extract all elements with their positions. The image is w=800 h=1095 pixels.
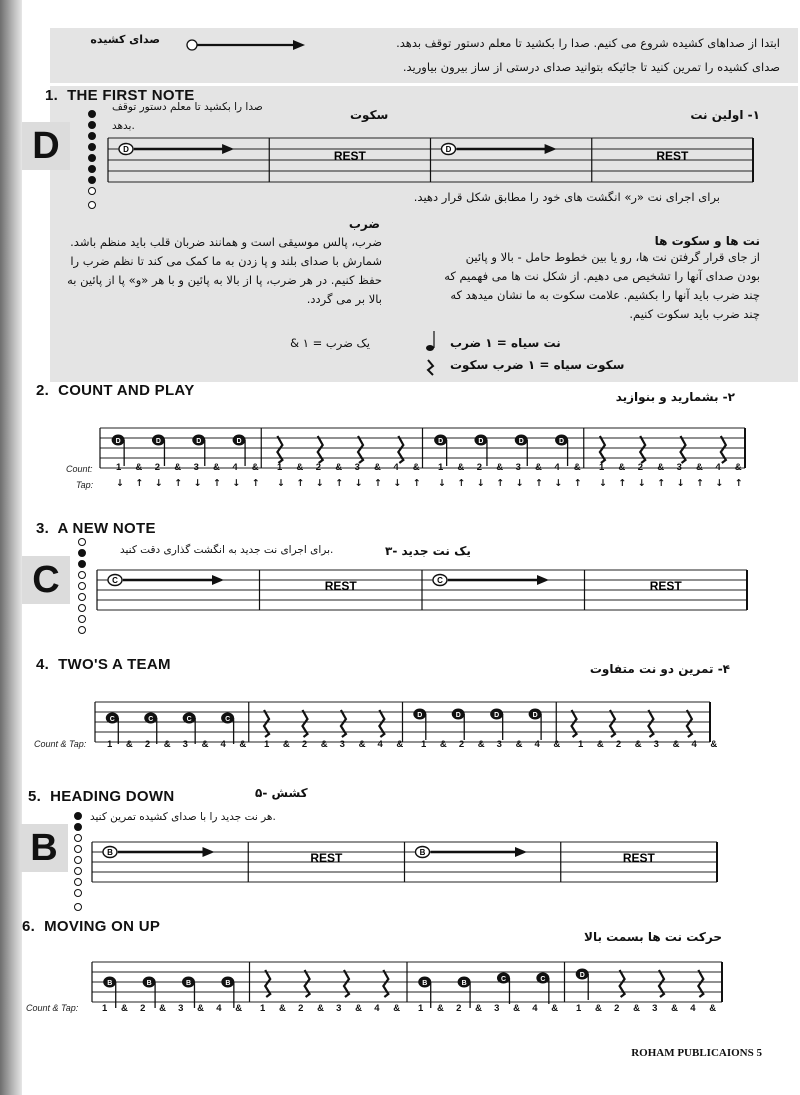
count-tap-label-4: Count & Tap: (34, 739, 87, 749)
quarter-note-d (576, 969, 589, 1001)
tap-down-arrow-icon: ↓ (515, 478, 524, 489)
quarter-rest (305, 970, 310, 997)
count-syllable: & (251, 462, 259, 473)
count-syllable: & (457, 462, 465, 473)
quarter-rest (687, 710, 692, 737)
svg-text:B: B (185, 980, 191, 987)
count-syllable: & (551, 1003, 559, 1014)
count-syllable: & (513, 1003, 521, 1014)
quarter-rest (358, 436, 363, 463)
quarter-note-d (452, 709, 465, 741)
section-1-caption: صدا را بکشید تا معلم دستور توقف بدهد. (112, 101, 263, 132)
long-note-c (433, 575, 549, 586)
long-note-b (416, 847, 528, 858)
count-row-6 (0, 1003, 800, 1019)
count-syllable: 1 (102, 1003, 108, 1014)
quarter-rest (640, 436, 645, 463)
count-syllable: & (197, 1003, 205, 1014)
count-syllable: & (135, 462, 143, 473)
count-syllable: 3 (494, 1003, 500, 1014)
svg-text:D: D (518, 438, 524, 445)
section-5-caption: هر نت جدید را با صدای کشیده تمرین کنید. (90, 811, 276, 823)
tap-down-arrow-icon: ↓ (354, 478, 363, 489)
count-syllable: & (437, 1003, 444, 1014)
count-syllable: & (596, 739, 604, 750)
notes-rests-text: از جای قرار گرفتن نت ها، رو یا بین خطوط حامل - بالا و پائین بودن صدای آنها را تشخیص می دهیم. از شکل نت ها می فهمیم که چند ضرب باید آنها را بکشیم. علامت سکوت به ما نشان میدهد که چند ضرب باید سکوت کنیم. (444, 250, 760, 321)
count-syllable: & (515, 739, 523, 750)
svg-text:C: C (225, 716, 231, 723)
count-syllable: & (296, 462, 304, 473)
svg-text:C: C (540, 976, 546, 983)
count-label: Count: (66, 464, 93, 474)
tap-up-arrow-icon: ↑ (135, 478, 144, 489)
count-syllable: & (475, 1003, 482, 1014)
count-syllable: 1 (421, 739, 427, 750)
quarter-note-d (529, 709, 542, 741)
quarter-rest (302, 710, 307, 737)
tap-down-arrow-icon: ↓ (393, 478, 402, 489)
svg-text:D: D (236, 438, 242, 445)
svg-text:D: D (155, 438, 161, 445)
staff6-svg (92, 954, 722, 1010)
quarter-rest (659, 970, 664, 997)
quarter-rest (318, 436, 323, 463)
svg-text:B: B (422, 980, 428, 987)
svg-text:C: C (148, 716, 154, 723)
count-syllable: 3 (354, 462, 360, 473)
beat-formula: یک ضرب = ۱ & (290, 336, 370, 350)
rest-label: REST (324, 579, 357, 593)
section-3-title: 3. A NEW NOTE (36, 520, 156, 537)
count-syllable: 4 (532, 1003, 538, 1014)
count-syllable: & (710, 739, 718, 750)
svg-text:D: D (494, 712, 500, 719)
tap-up-arrow-icon: ↑ (534, 478, 543, 489)
staff1-svg (108, 130, 753, 190)
count-row-4 (0, 739, 800, 755)
count-syllable: 2 (144, 739, 151, 750)
count-syllable: 2 (154, 462, 161, 473)
notes-rests-heading: نت ها و سکوت ها (654, 234, 760, 248)
count-syllable: & (320, 739, 328, 750)
quarter-rest (721, 436, 726, 463)
tap-down-arrow-icon: ↓ (438, 478, 446, 489)
tap-down-arrow-icon: ↓ (476, 478, 485, 489)
intro-line-2: صدای کشیده را تمرین کنید تا جائیکه بتوانید صدای درستی از ساز بیرون بیاورید. (402, 60, 780, 74)
tap-down-arrow-icon: ↓ (676, 478, 685, 489)
section-4-fa-title: ۴- تمرین دو نت متفاوت (589, 662, 730, 676)
count-syllable: & (618, 462, 626, 473)
svg-text:D: D (478, 438, 484, 445)
count-syllable: & (439, 739, 447, 750)
count-syllable: 1 (576, 1003, 582, 1014)
count-syllable: & (335, 462, 343, 473)
count-syllable: 4 (715, 462, 721, 473)
count-tap-label-6: Count & Tap: (26, 1003, 79, 1013)
tap-up-arrow-icon: ↑ (734, 478, 743, 489)
rest-label: REST (333, 149, 366, 163)
count-syllable: & (163, 739, 171, 750)
tap-up-arrow-icon: ↑ (251, 478, 260, 489)
section-1-title: 1. THE FIRST NOTE (45, 87, 195, 104)
tap-down-arrow-icon: ↓ (154, 478, 163, 489)
count-syllable: & (373, 462, 381, 473)
count-syllable: 3 (653, 739, 659, 750)
svg-text:B: B (107, 980, 113, 987)
quarter-rest (277, 436, 282, 463)
quarter-note-d (490, 709, 503, 741)
long-note-d (119, 144, 234, 155)
svg-text:D: D (115, 438, 121, 445)
fingering-chart-c (78, 538, 86, 637)
count-syllable: & (174, 462, 182, 473)
count-syllable: 4 (554, 462, 560, 473)
count-syllable: & (121, 1003, 128, 1014)
tap-up-arrow-icon: ↑ (573, 478, 582, 489)
count-syllable: 3 (496, 739, 502, 750)
long-note-c (108, 575, 224, 586)
count-tap-row-2 (0, 462, 800, 498)
tap-down-arrow-icon: ↓ (277, 478, 285, 489)
quarter-rest (681, 436, 686, 463)
count-syllable: 4 (534, 739, 540, 750)
beat-text: ضرب، پالس موسیقی است و همانند ضربان قلب باید منظم باشد. شمارش با صدای بلند و پا زدن به ما کمک می کند تا نظم ضرب را حفظ کنیم. در هر ضرب، پا از بالا به پائین و با هر «و» پا از پائین به بالا بر می گردد. (67, 235, 382, 306)
quarter-rest (341, 710, 346, 737)
count-syllable: 3 (676, 462, 682, 473)
staff-5 (92, 834, 717, 890)
section-5-title: 5. HEADING DOWN (28, 788, 175, 805)
quarter-rest (398, 436, 403, 463)
tap-label: Tap: (76, 480, 94, 490)
tap-up-arrow-icon: ↑ (657, 478, 666, 489)
note-c-badge: C (22, 556, 70, 604)
count-syllable: & (671, 1003, 679, 1014)
count-syllable: & (358, 739, 366, 750)
tap-up-arrow-icon: ↑ (457, 478, 466, 489)
count-syllable: 2 (298, 1003, 304, 1014)
tap-up-arrow-icon: ↑ (373, 478, 382, 489)
tap-up-arrow-icon: ↑ (174, 478, 183, 489)
quarter-note-c (497, 973, 510, 1005)
section-3-caption: برای اجرای نت جدید به انگشت گذاری دقت کنید. (120, 544, 334, 556)
count-syllable: & (657, 462, 665, 473)
intro-line-1: ابتدا از صداهای کشیده شروع می کنیم. صدا را بکشید تا معلم دستور توقف بدهد. (396, 36, 780, 50)
svg-text:B: B (146, 980, 152, 987)
count-syllable: 1 (264, 739, 270, 750)
count-syllable: 2 (476, 462, 483, 473)
page-edge-shadow (0, 0, 22, 1095)
count-syllable: & (553, 739, 561, 750)
svg-text:D: D (579, 972, 585, 979)
count-syllable: & (496, 462, 504, 473)
count-syllable: 1 (599, 462, 605, 473)
count-syllable: 3 (515, 462, 521, 473)
staff-1 (108, 130, 753, 190)
tap-down-arrow-icon: ↓ (554, 478, 563, 489)
section-3-fa-title: ۳- یک نت جدید (385, 544, 471, 558)
count-syllable: & (396, 739, 404, 750)
section-4-title: 4. TWO'S A TEAM (36, 656, 171, 673)
quarter-rest (379, 710, 384, 737)
svg-text:C: C (186, 716, 192, 723)
long-note-arrow-icon (185, 38, 310, 52)
count-syllable: & (573, 462, 581, 473)
rest-label: REST (656, 149, 689, 163)
tap-up-arrow-icon: ↑ (335, 478, 344, 489)
quarter-note-label: نت سیاه = ۱ ضرب (450, 336, 561, 350)
count-syllable: & (282, 739, 290, 750)
count-syllable: & (412, 462, 420, 473)
count-syllable: & (317, 1003, 324, 1014)
count-syllable: 4 (690, 1003, 696, 1014)
count-syllable: & (235, 1003, 243, 1014)
svg-text:D: D (123, 145, 129, 154)
quarter-rest (648, 710, 653, 737)
staff-3 (97, 562, 747, 618)
count-syllable: 1 (277, 462, 283, 473)
quarter-rest (698, 970, 703, 997)
tap-down-arrow-icon: ↓ (637, 478, 646, 489)
quarter-rest (264, 710, 269, 737)
intro-tag: صدای کشیده (90, 33, 160, 46)
count-syllable: 1 (418, 1003, 424, 1014)
rest-label: REST (622, 851, 655, 865)
count-syllable: 4 (377, 739, 383, 750)
count-syllable: & (709, 1003, 717, 1014)
count-syllable: & (672, 739, 680, 750)
quarter-rest (265, 970, 270, 997)
section-5-fa-title: ۵- کشش (255, 786, 308, 800)
quarter-rest (620, 970, 625, 997)
count-syllable: 2 (301, 739, 308, 750)
fingering-chart-b (74, 812, 82, 914)
tap-down-arrow-icon: ↓ (715, 478, 724, 489)
count-syllable: & (534, 462, 542, 473)
count-syllable: 2 (315, 462, 322, 473)
count-syllable: 1 (260, 1003, 266, 1014)
count-syllable: & (393, 1003, 401, 1014)
staff3-svg (97, 562, 747, 618)
section-1-fa-title: ۱- اولین نت (690, 108, 760, 122)
count-syllable: 3 (182, 739, 188, 750)
count-syllable: & (125, 739, 133, 750)
svg-text:B: B (225, 980, 231, 987)
section-6-fa-title: حرکت نت ها بسمت بالا (584, 930, 722, 944)
quarter-note-c (536, 973, 549, 1005)
svg-text:D: D (532, 712, 538, 719)
long-note-b (103, 847, 215, 858)
tap-down-arrow-icon: ↓ (232, 478, 241, 489)
count-syllable: 1 (578, 739, 584, 750)
count-syllable: 3 (193, 462, 199, 473)
tap-up-arrow-icon: ↑ (618, 478, 627, 489)
svg-text:C: C (500, 976, 506, 983)
beat-heading: ضرب (348, 217, 380, 231)
count-syllable: & (239, 739, 247, 750)
count-syllable: 3 (336, 1003, 342, 1014)
count-syllable: & (695, 462, 703, 473)
section-2-title: 2. COUNT AND PLAY (36, 382, 195, 399)
count-syllable: & (595, 1003, 602, 1014)
note-d-badge: D (22, 122, 70, 170)
svg-text:D: D (559, 438, 565, 445)
section-2-fa-title: ۲- بشمارید و بنوازید (615, 390, 735, 404)
count-syllable: 4 (216, 1003, 222, 1014)
count-syllable: & (477, 739, 485, 750)
quarter-rest (572, 710, 577, 737)
quarter-rest (383, 970, 388, 997)
quarter-rest (600, 436, 605, 463)
count-syllable: 3 (178, 1003, 184, 1014)
tap-down-arrow-icon: ↓ (599, 478, 607, 489)
count-syllable: & (734, 462, 742, 473)
count-syllable: 2 (615, 739, 622, 750)
tap-up-arrow-icon: ↑ (496, 478, 505, 489)
svg-text:B: B (107, 848, 113, 857)
count-syllable: 4 (393, 462, 399, 473)
count-syllable: 2 (458, 739, 465, 750)
quarter-rest-label: سکوت سیاه = ۱ ضرب سکوت (450, 358, 625, 372)
svg-text:C: C (437, 576, 443, 585)
quarter-rest (344, 970, 349, 997)
count-syllable: 2 (456, 1003, 462, 1014)
svg-text:D: D (196, 438, 202, 445)
count-syllable: 4 (220, 739, 226, 750)
tap-down-arrow-icon: ↓ (116, 478, 124, 489)
quarter-note-d (413, 709, 426, 741)
page-footer: ROHAM PUBLICAIONS 5 (631, 1047, 762, 1059)
staff-6 (92, 954, 722, 1010)
staff5-svg (92, 834, 717, 890)
count-syllable: 1 (438, 462, 444, 473)
svg-text:C: C (112, 576, 118, 585)
quarter-note-icon (424, 328, 438, 376)
quarter-rest (610, 710, 615, 737)
count-syllable: & (201, 739, 209, 750)
count-syllable: & (159, 1003, 166, 1014)
count-syllable: 4 (691, 739, 697, 750)
fingering-chart-d (88, 110, 96, 212)
count-syllable: 4 (374, 1003, 380, 1014)
count-syllable: 4 (232, 462, 238, 473)
svg-text:D: D (445, 145, 452, 154)
count-syllable: 1 (107, 739, 113, 750)
tap-up-arrow-icon: ↑ (212, 478, 221, 489)
count-syllable: 3 (339, 739, 345, 750)
svg-text:D: D (438, 438, 444, 445)
tap-down-arrow-icon: ↓ (315, 478, 324, 489)
svg-text:B: B (461, 980, 467, 987)
count-syllable: & (279, 1003, 286, 1014)
section-1-rest-label: سکوت (350, 108, 389, 122)
tap-up-arrow-icon: ↑ (296, 478, 305, 489)
count-syllable: 2 (637, 462, 644, 473)
rest-label: REST (310, 851, 343, 865)
count-syllable: 2 (614, 1003, 620, 1014)
svg-text:B: B (419, 848, 426, 857)
count-syllable: 1 (116, 462, 122, 473)
note-b-badge: B (20, 824, 68, 872)
count-syllable: 3 (652, 1003, 658, 1014)
tap-up-arrow-icon: ↑ (412, 478, 421, 489)
count-syllable: & (212, 462, 220, 473)
count-syllable: & (633, 1003, 640, 1014)
section-6-title: 6. MOVING ON UP (22, 918, 161, 935)
tap-up-arrow-icon: ↑ (695, 478, 704, 489)
svg-text:C: C (109, 716, 115, 723)
svg-text:D: D (455, 712, 461, 719)
long-note-d (442, 144, 557, 155)
svg-text:D: D (417, 712, 423, 719)
count-syllable: 2 (140, 1003, 146, 1014)
count-syllable: & (634, 739, 642, 750)
rest-label: REST (649, 579, 682, 593)
section-1-fingering-text: برای اجرای نت «ر» انگشت های خود را مطابق شکل قرار دهید. (413, 190, 720, 204)
tap-down-arrow-icon: ↓ (193, 478, 202, 489)
count-syllable: & (355, 1003, 363, 1014)
